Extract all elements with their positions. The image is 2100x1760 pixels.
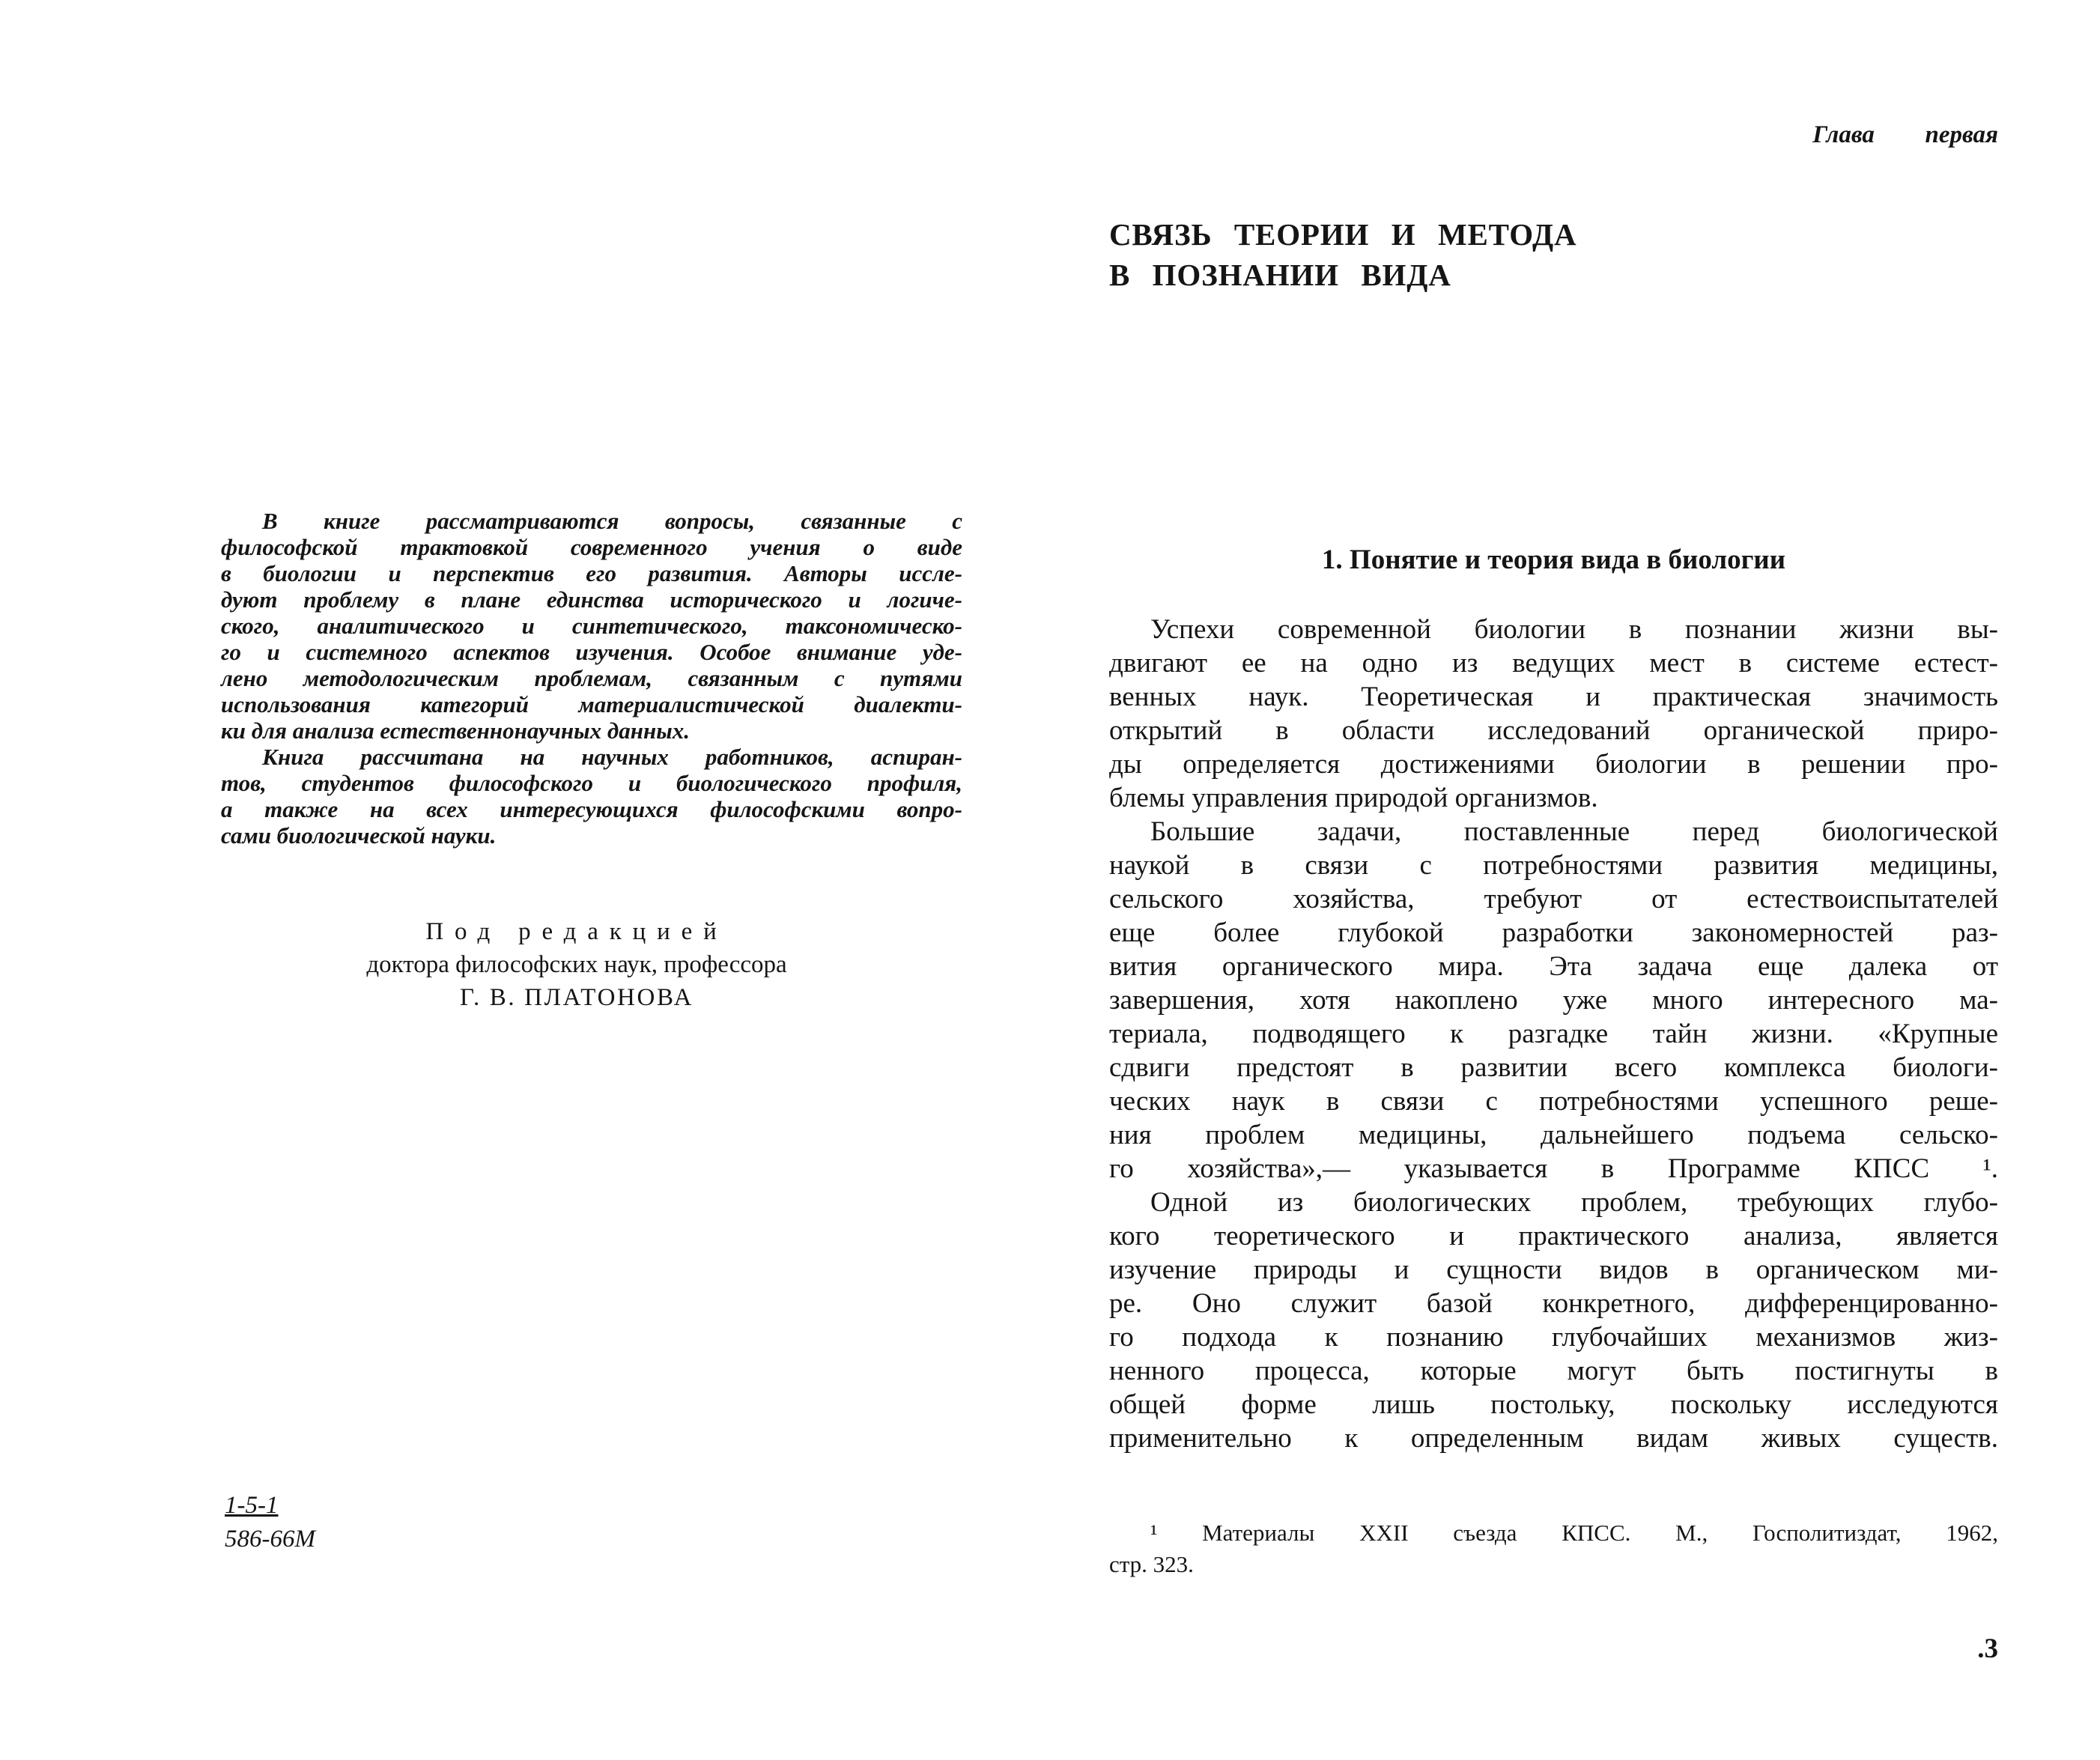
text-line: ды определяется достижениями биологии в решении про- (1109, 749, 1998, 780)
chapter-title (1109, 214, 1998, 295)
text-line: общей форме лишь постольку, поскольку исследуются (1109, 1389, 1998, 1420)
text-line: ния проблем медицины, дальнейшего подъема сельско- (1109, 1120, 1998, 1150)
body-paragraph-3 (1109, 1186, 1998, 1455)
left-page-annotation (221, 508, 962, 849)
annotation-paragraph-1 (221, 508, 962, 744)
section-heading: 1. Понятие и теория вида в биологии (1321, 544, 1786, 575)
chapter-label: Глава первая (1812, 121, 1998, 148)
text-line: наукой в связи с потребностями развития медицины, (1109, 850, 1998, 881)
text-line: а также на всех интересующихся философскими вопро- (221, 796, 962, 822)
text-line: кого теоретического и практического анализа, является (1109, 1221, 1998, 1251)
text-line: ского, аналитического и синтетического, таксономическо- (221, 613, 962, 639)
text-line: лено методологическим проблемам, связанным с путями (221, 665, 962, 691)
text-line: еще более глубокой разработки закономерностей раз- (1109, 917, 1998, 948)
text-line: изучение природы и сущности видов в органическом ми- (1109, 1254, 1998, 1285)
footnote (1109, 1517, 1998, 1580)
text-line: венных наук. Теоретическая и практическая значимость (1109, 682, 1998, 712)
editor-name: Г. В. ПЛАТОНОВА (459, 984, 694, 1011)
text-line: Большие задачи, поставленные перед биологической (1150, 816, 1998, 847)
text-line: го и системного аспектов изучения. Особое внимание уде- (221, 639, 962, 665)
text-line: открытий в области исследований органической приро- (1109, 715, 1998, 746)
text-line: Одной из биологических проблем, требующих глубо- (1150, 1187, 1998, 1218)
body-text (1109, 613, 1998, 1455)
text-line: ненного процесса, которые могут быть постигнуты в (1109, 1356, 1998, 1386)
text-line: сами биологической науки. (221, 822, 497, 849)
text-line: ческих наук в связи с потребностями успешного реше- (1109, 1086, 1998, 1117)
text-line: Успехи современной биологии в познании жизни вы- (1150, 614, 1998, 645)
text-line: тов, студентов философского и биологического профиля, (221, 770, 962, 796)
text-line: сдвиги предстоят в развитии всего комплекса биологи- (1109, 1052, 1998, 1083)
editor-block (247, 915, 906, 1014)
text-line: териала, подводящего к разгадке тайн жизни. «Крупные (1109, 1019, 1998, 1049)
body-paragraph-1 (1109, 613, 1998, 815)
text-line: стр. 323. (1109, 1551, 1194, 1577)
text-line: ¹ Материалы XXII съезда КПСС. М., Госполитиздат, 1962, (1150, 1520, 1998, 1546)
text-line: дуют проблему в плане единства исторического и логиче- (221, 586, 962, 613)
text-line: В ПОЗНАНИИ ВИДА (1109, 258, 1451, 292)
text-line: го хозяйства»,— указывается в Программе КПСС ¹. (1109, 1153, 1998, 1184)
body-paragraph-2 (1109, 815, 1998, 1186)
catalog-codes (225, 1489, 315, 1556)
text-line: ки для анализа естественнонаучных данных. (221, 717, 690, 744)
catalog-code-top: 1-5-1 (225, 1492, 279, 1519)
editor-degree-line: доктора философских наук, профессора (366, 951, 787, 978)
text-line: двигают ее на одно из ведущих мест в системе естест- (1109, 648, 1998, 679)
text-line: Книга рассчитана на научных работников, аспиран- (262, 744, 962, 770)
edited-by-label: Под редакцией (425, 918, 728, 945)
text-line: завершения, хотя накоплено уже много интересного ма- (1109, 985, 1998, 1016)
text-line: блемы управления природой организмов. (1109, 783, 1598, 813)
annotation-paragraph-2 (221, 744, 962, 849)
text-line: СВЯЗЬ ТЕОРИИ И МЕТОДА (1109, 217, 1577, 252)
text-line: использования категорий материалистической диалекти- (221, 691, 962, 717)
text-line: применительно к определенным видам живых существ. (1109, 1423, 1998, 1454)
footnote-text (1109, 1517, 1998, 1580)
text-line: вития органического мира. Эта задача еще далека от (1109, 951, 1998, 982)
text-line: ре. Оно служит базой конкретного, дифференцированно- (1109, 1288, 1998, 1319)
text-line: философской трактовкой современного учения о виде (221, 534, 962, 560)
text-line: В книге рассматриваются вопросы, связанные с (262, 508, 962, 534)
text-line: в биологии и перспектив его развития. Авторы иссле- (221, 560, 962, 586)
catalog-code-bottom: 586-66М (225, 1526, 315, 1553)
text-line: сельского хозяйства, требуют от естествоиспытателей (1109, 884, 1998, 914)
text-line: го подхода к познанию глубочайших механизмов жиз- (1109, 1322, 1998, 1353)
page-number: .3 (1977, 1633, 1998, 1664)
